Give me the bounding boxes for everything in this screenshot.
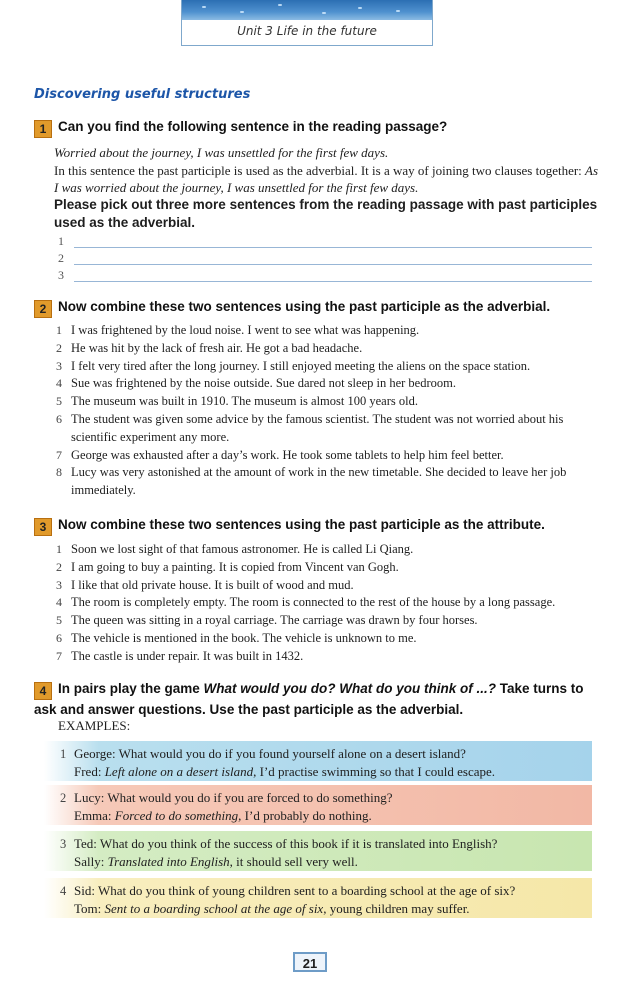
q2-list <box>56 322 596 500</box>
list-item: 4 The room is completely empty. The room is connected to the rest of the house by a long passage. <box>56 595 556 610</box>
q1-instruction: Please pick out three more sentences from the reading passage with past participles used as the adverbial. <box>54 197 598 230</box>
question-3-heading <box>34 517 545 536</box>
answer-line-number: 2 <box>58 251 64 265</box>
section-title: Discovering useful structures <box>34 87 251 102</box>
answer-line[interactable] <box>58 268 592 286</box>
unit-banner <box>181 0 433 46</box>
list-item: 1 I was frightened by the loud noise. I went to see what was happening. <box>56 323 420 337</box>
question-number-badge: 1 <box>34 120 52 138</box>
list-item: 1 Soon we lost sight of that famous astronomer. He is called Li Qiang. <box>56 542 414 556</box>
q3-list <box>56 541 596 666</box>
q1-explanation: In this sentence the past participle is used as the adverbial. It is a way of joining two clauses together: <box>54 162 586 178</box>
question-number-badge: 2 <box>34 300 52 318</box>
unit-title: Unit 3 Life in the future <box>237 24 377 38</box>
examples-label: EXAMPLES: <box>58 718 131 733</box>
answer-line-number: 3 <box>58 268 64 282</box>
question-2-heading <box>34 299 550 318</box>
banner-image <box>182 0 432 20</box>
list-item: 2 He was hit by the lack of fresh air. He got a bad headache. <box>56 340 363 355</box>
question-title: Now combine these two sentences using the past participle as the attribute. <box>58 517 545 532</box>
list-item: 3 I like that old private house. It is built of wood and mud. <box>56 577 354 592</box>
list-item: 7 George was exhausted after a day’s work. He took some tablets to help him feel better. <box>56 447 504 462</box>
answer-line-number: 1 <box>58 234 64 248</box>
list-item: 2 I am going to buy a painting. It is copied from Vincent van Gogh. <box>56 559 399 574</box>
example-box: 2 Lucy: What would you do if you are forced to do something? Emma: Forced to do something, I’d probably do nothing. <box>44 785 592 825</box>
list-item: 4 Sue was frightened by the noise outside. Sue dared not sleep in her bedroom. <box>56 376 456 391</box>
list-item: 8 Lucy was very astonished at the amount of work in the new timetable. She decided to leave her job immediately. <box>56 465 567 498</box>
answer-line[interactable] <box>58 234 592 252</box>
q1-example <box>54 144 599 197</box>
example-box: 4 Sid: What do you think of young children sent to a boarding school at the age of six? Tom: Sent to a boarding school at the age of six, young children may suffer. <box>44 878 592 918</box>
list-item: 3 I felt very tired after the long journey. I still enjoyed meeting the aliens on the space station. <box>56 358 531 373</box>
example-box: 3 Ted: What do you think of the success of this book if it is translated into English? Sally: Translated into English, it should sell very well. <box>44 831 592 871</box>
question-title: Now combine these two sentences using the past participle as the adverbial. <box>58 299 551 314</box>
example-box: 1 George: What would you do if you found yourself alone on a desert island? Fred: Left alone on a desert island, I’d practise swimming so that I could escape. <box>44 741 592 781</box>
list-item: 5 The museum was built in 1910. The museum is almost 100 years old. <box>56 394 418 409</box>
question-number-badge: 3 <box>34 518 52 536</box>
list-item: 6 The student was given some advice by the famous scientist. The student was not worried about his scientific experiment any more. <box>56 411 564 444</box>
page-number: 21 <box>293 952 327 972</box>
question-1-heading <box>34 119 447 138</box>
list-item: 6 The vehicle is mentioned in the book. The vehicle is unknown to me. <box>56 630 417 645</box>
answer-line[interactable] <box>58 251 592 269</box>
question-4-heading: 4 In pairs play the game What would you do? What do you think of ...? Take turns to ask and answer questions. Use the past participle as the adverbial. <box>34 681 584 717</box>
list-item: 5 The queen was sitting in a royal carriage. The carriage was drawn by four horses. <box>56 613 478 628</box>
question-title: Can you find the following sentence in the reading passage? <box>58 119 448 134</box>
list-item: 7 The castle is under repair. It was built in 1432. <box>56 648 304 663</box>
question-number-badge: 4 <box>34 682 52 700</box>
q1-explanation-italic: As I was worried about the journey, I was unsettled for the first few days. <box>54 162 599 195</box>
q1-example-sentence: Worried about the journey, I was unsettled for the first few days. <box>54 145 389 160</box>
